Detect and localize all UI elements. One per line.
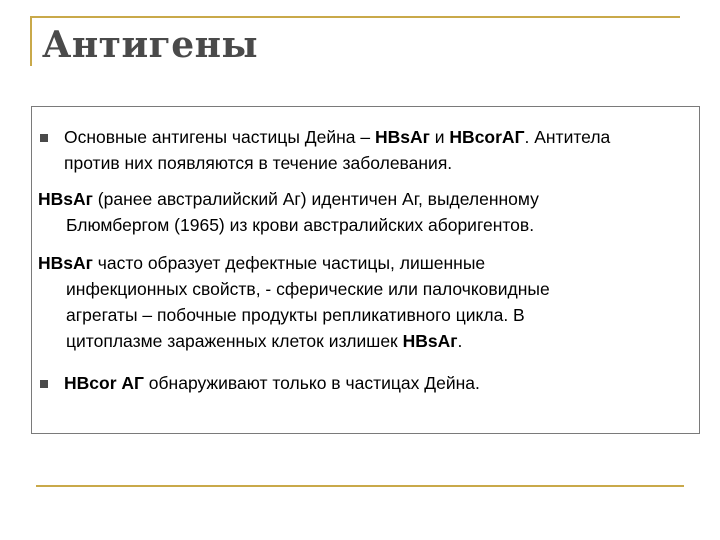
paragraph-line: цитоплазме зараженных клеток излишек HBsAг. xyxy=(66,331,463,351)
slide-title: Антигены xyxy=(42,24,259,66)
paragraph-line: HBcor АГ обнаруживают только в частицах Дейна. xyxy=(64,373,480,393)
paragraph-line: HBsAг (ранее австралийский Аг) идентичен Аг, выделенному xyxy=(38,189,539,209)
paragraph-line: Блюмбергом (1965) из крови австралийских аборигентов. xyxy=(66,215,535,235)
paragraph-main-antigens xyxy=(64,124,704,176)
paragraph-line: агрегаты – побочные продукты репликативного цикла. В xyxy=(66,305,525,325)
paragraph-hbcor xyxy=(64,370,684,396)
paragraph-hbsag-australian xyxy=(38,186,678,238)
paragraph-line: против них появляются в течение заболевания. xyxy=(64,153,453,173)
left-divider-line xyxy=(30,16,32,66)
bottom-divider-line xyxy=(36,485,684,487)
bullet-square-icon xyxy=(40,134,48,142)
paragraph-line: инфекционных свойств, - сферические или палочковидные xyxy=(66,279,550,299)
paragraph-hbsag-defective xyxy=(38,250,678,354)
paragraph-line: HBsAг часто образует дефектные частицы, лишенные xyxy=(38,253,486,273)
top-divider-line xyxy=(30,16,680,18)
bullet-square-icon xyxy=(40,380,48,388)
paragraph-line: Основные антигены частицы Дейна – HBsAг и HBcorAГ. Антитела xyxy=(64,127,611,147)
